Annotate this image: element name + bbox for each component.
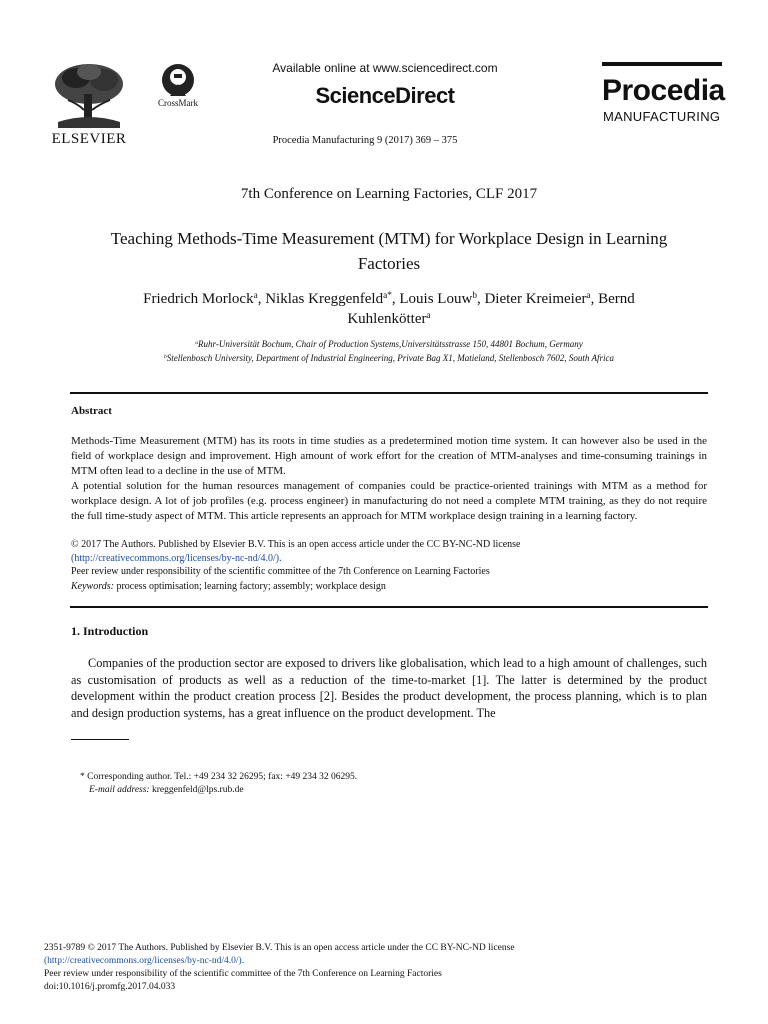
paper-title-line1: Teaching Methods-Time Measurement (MTM) for Workplace Design in Learning <box>110 229 668 248</box>
footer-doi: doi:10.1016/j.promfg.2017.04.033 <box>44 982 176 992</box>
abstract-body <box>71 434 707 524</box>
elsevier-tree-icon <box>48 60 130 130</box>
journal-reference: Procedia Manufacturing 9 (2017) 369 – 375 <box>272 135 458 146</box>
page-footer <box>44 942 724 994</box>
author-morlock: Friedrich Morlock <box>143 291 254 307</box>
abstract-paragraph-2: A potential solution for the human resources management of companies could be practice-oriented trainings with MTM as a method for workplace design. A lot of job profiles (e.g. process engineer) in manufacturing do not need a complete MTM training, as they do not require the full time-study aspect of MTM. This article represents an approach for MTM workplace design training in a learning factory. <box>71 480 707 522</box>
procedia-logo <box>600 62 728 142</box>
section-heading-introduction: 1. Introduction <box>71 624 149 638</box>
email-address[interactable]: kreggenfeld@lps.rub.de <box>151 785 244 795</box>
footer-copyright: 2351-9789 © 2017 The Authors. Published by Elsevier B.V. This is an open access article under the CC BY-NC-ND license <box>44 943 515 953</box>
affiliation-a: $^a$Ruhr-Universität Bochum, Chair of Production Systems,Universitätsstrasse 150, 44801 Bochum, Germany <box>195 339 583 349</box>
peer-review-notice: Peer review under responsibility of the scientific committee of the 7th Conference on Learning Factories <box>71 566 490 577</box>
footnote-rule <box>71 739 129 740</box>
sciencedirect-logo: ScienceDirect <box>315 83 455 108</box>
crossmark-icon <box>152 62 204 98</box>
crossmark-label: CrossMark <box>158 98 198 108</box>
procedia-subtitle: MANUFACTURING <box>603 109 721 124</box>
keywords-label: Keywords: <box>71 581 114 592</box>
divider-top <box>70 392 708 394</box>
author-kuhlenkoetter-first: Bernd <box>598 291 635 307</box>
keywords <box>71 581 707 592</box>
abstract-license <box>71 538 707 579</box>
abstract-heading: Abstract <box>71 405 112 417</box>
affiliations <box>60 337 718 365</box>
conference-name: 7th Conference on Learning Factories, CLF 2017 <box>240 186 538 202</box>
divider-bottom <box>70 606 708 608</box>
paper-title-line2: Factories <box>357 254 421 273</box>
author-list: Friedrich Morlock$^a$, Niklas Kreggenfeld$^{a*}$, Louis Louw$^b$, Dieter Kreimeier$^a$, Bernd Kuhlenkötter$^a$ <box>143 290 635 327</box>
elsevier-logo <box>48 60 130 150</box>
introduction-paragraph: Companies of the production sector are exposed to drivers like globalisation, which lead to a high amount of challenges, such as customisation of products as well as a reduction of the time-to-market [1]. The latter is determined by the product development within the product creation process [2]. Besides the product development, the process planning, which is to plan and design production systems, has a great influence on the product development. The <box>71 656 707 720</box>
footnote <box>80 771 357 797</box>
footer-license-link[interactable]: (http://creativecommons.org/licenses/by-nc-nd/4.0/). <box>44 956 245 966</box>
license-link[interactable]: (http://creativecommons.org/licenses/by-nc-nd/4.0/). <box>71 552 282 564</box>
author-kreimeier: Dieter Kreimeier <box>484 291 587 307</box>
procedia-wordmark: Procedia <box>602 74 725 107</box>
email-label: E-mail address: <box>89 785 150 795</box>
abstract-paragraph-1: Methods-Time Measurement (MTM) has its roots in time studies as a predetermined motion time system. It can however also be used in the field of workplace design and improvement. High amount of work effort for the creation of MTM-analyses and time-consuming trainings in MTM often lead to a decline in the use of MTM. <box>71 435 707 477</box>
author-kreggenfeld: Niklas Kreggenfeld <box>265 291 384 307</box>
author-kuhlenkoetter-last: Kuhlenkötter <box>347 311 427 327</box>
affiliation-b: $^b$Stellenbosch University, Department of Industrial Engineering, Private Bag X1, Matieland, Stellenbosch 7602, South Africa <box>163 353 615 363</box>
crossmark-logo[interactable] <box>152 62 204 112</box>
corresponding-author: * Corresponding author. Tel.: +49 234 32 26295; fax: +49 234 32 06295. <box>80 772 358 782</box>
footer-peer-review: Peer review under responsibility of the scientific committee of the 7th Conference on Learning Factories <box>44 969 442 979</box>
elsevier-wordmark: ELSEVIER <box>51 131 127 147</box>
copyright-notice: © 2017 The Authors. Published by Elsevier B.V. This is an open access article under the CC BY-NC-ND license <box>71 539 521 550</box>
available-online: Available online at www.sciencedirect.com <box>272 61 498 75</box>
keywords-list: process optimisation; learning factory; assembly; workplace design <box>116 581 386 592</box>
paper-title <box>60 226 718 276</box>
author-louw: Louis Louw <box>399 291 473 307</box>
